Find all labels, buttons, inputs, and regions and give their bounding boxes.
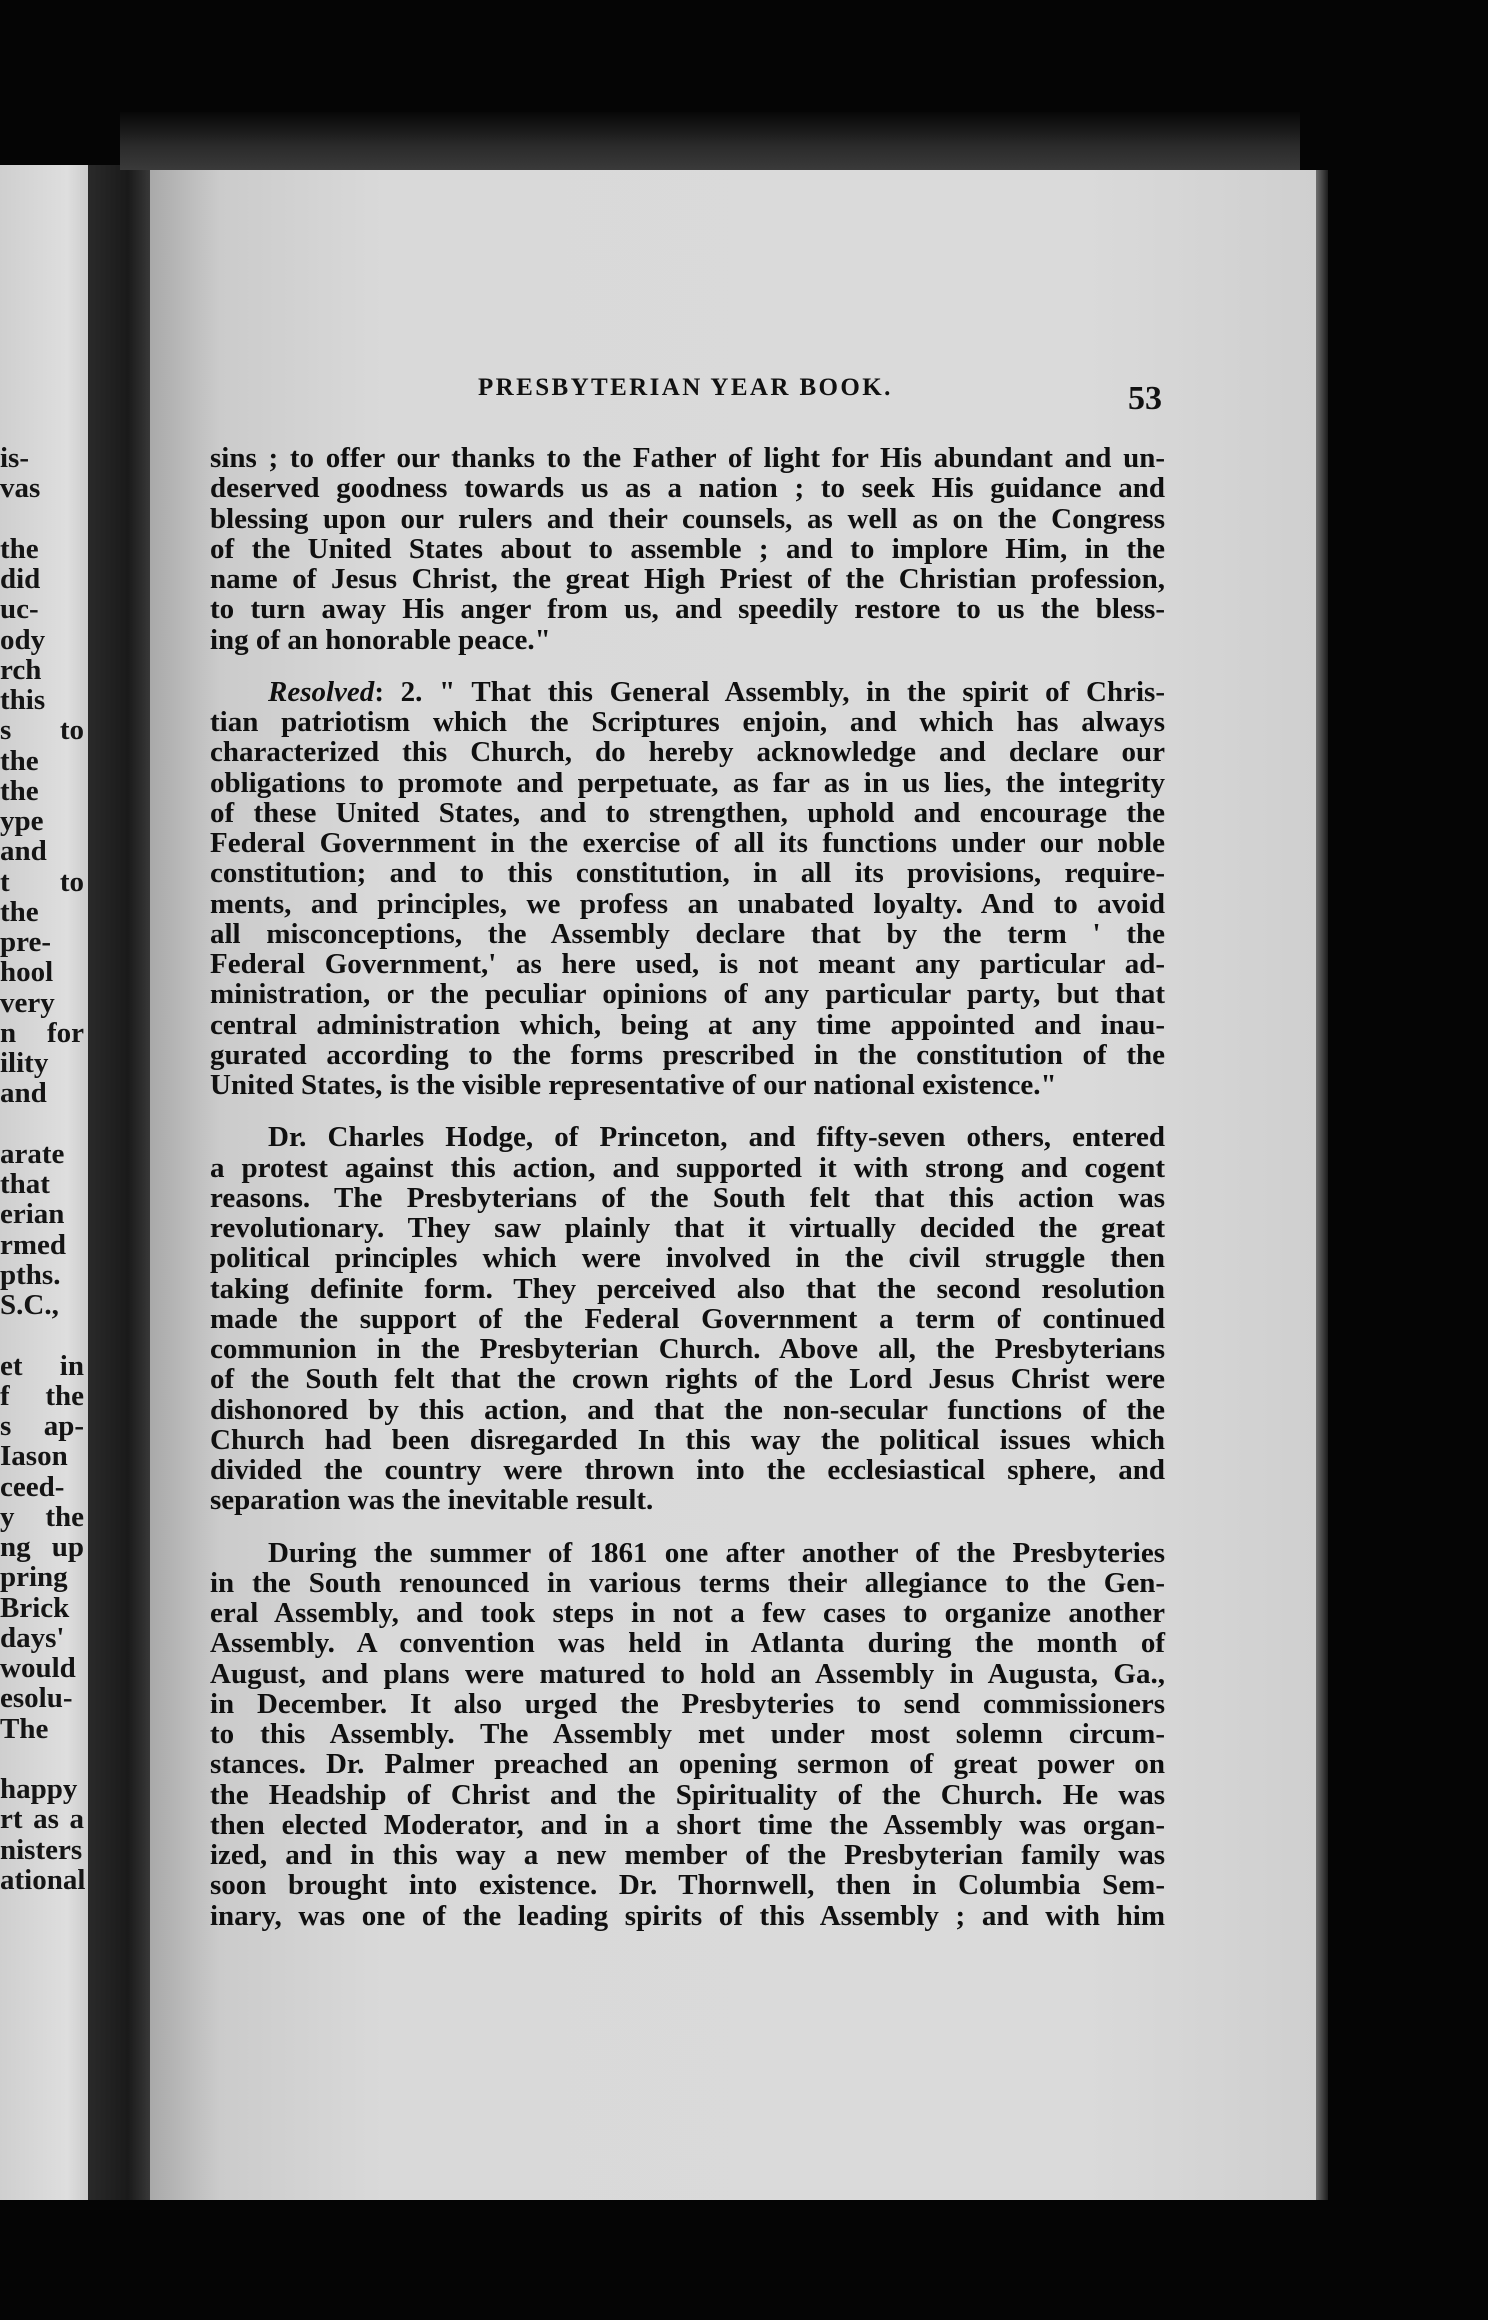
text-line: to this Assembly. The Assembly met under most solemn circum- bbox=[210, 1718, 1165, 1750]
fragment-line: and bbox=[0, 1077, 47, 1110]
fragment-line: uc- bbox=[0, 593, 39, 626]
text-line: dishonored by this action, and that the non-secular functions of the bbox=[210, 1393, 1165, 1426]
text-line: to turn away His anger from us, and speedily restore to us the bless- bbox=[210, 593, 1165, 626]
fragment-line: erian bbox=[0, 1198, 65, 1231]
fragment-line: is- bbox=[0, 442, 29, 474]
text-line: of the South felt that the crown rights of the Lord Jesus Christ were bbox=[210, 1363, 1165, 1396]
text-line: communion in the Presbyterian Church. Above all, the Presbyterians bbox=[210, 1333, 1165, 1365]
fragment-line: Brick bbox=[0, 1591, 70, 1624]
text-line: political principles which were involved in the civil struggle then bbox=[210, 1242, 1165, 1275]
fragment-line: esolu- bbox=[0, 1682, 73, 1715]
text-line: inary, was one of the leading spirits of this Assembly ; and with him bbox=[210, 1899, 1165, 1932]
text-line: blessing upon our rulers and their counsels, as well as on the Congress bbox=[210, 502, 1165, 535]
fragment-line: rch bbox=[0, 653, 42, 686]
text-line: name of Jesus Christ, the great High Priest of the Christian profession, bbox=[210, 563, 1165, 595]
text-line: deserved goodness towards us as a nation ; to seek His guidance and bbox=[210, 472, 1165, 505]
text-line: separation was the inevitable result. bbox=[210, 1484, 654, 1517]
text-line: the Headship of Christ and the Spirituality of the Church. He was bbox=[210, 1778, 1165, 1811]
fragment-line: the bbox=[0, 744, 39, 777]
text-line: central administration which, being at any time appointed and inau- bbox=[210, 1008, 1165, 1041]
text-line: then elected Moderator, and in a short time the Assembly was organ- bbox=[210, 1808, 1165, 1841]
fragment-line: s to bbox=[0, 714, 84, 747]
fragment-line: ility bbox=[0, 1047, 49, 1079]
text-line: ministration, or the peculiar opinions of any particular party, but that bbox=[210, 978, 1165, 1011]
text-line: a protest against this action, and supported it with strong and cogent bbox=[210, 1151, 1165, 1184]
previous-page-text bbox=[0, 443, 84, 1895]
page-right-edge bbox=[1316, 170, 1328, 2200]
text-line: Dr. Charles Hodge, of Princeton, and fifty-seven others, entered bbox=[268, 1121, 1165, 1154]
fragment-line: Iason bbox=[0, 1440, 68, 1473]
text-line: reasons. The Presbyterians of the South felt that this action was bbox=[210, 1181, 1165, 1214]
fragment-line: pre- bbox=[0, 926, 52, 958]
text-line: August, and plans were matured to hold an Assembly in Augusta, Ga., bbox=[210, 1657, 1165, 1690]
fragment-line: nisters bbox=[0, 1833, 83, 1866]
fragment-line bbox=[0, 1109, 84, 1139]
fragment-line: very bbox=[0, 986, 55, 1019]
text-line: of these United States, and to strengthen, uphold and encourage the bbox=[210, 796, 1165, 829]
text-line: United States, is the visible representative of our national existence." bbox=[210, 1069, 1057, 1101]
text-line: all misconceptions, the Assembly declare that by the term ' the bbox=[210, 917, 1165, 950]
fragment-line: ody bbox=[0, 623, 46, 656]
text-line: Federal Government,' as here used, is not meant any particular ad- bbox=[210, 948, 1165, 980]
page-number: 53 bbox=[1128, 380, 1162, 417]
fragment-line: t to bbox=[0, 865, 84, 898]
fragment-line: and bbox=[0, 835, 47, 868]
fragment-line: rmed bbox=[0, 1228, 67, 1261]
text-line: obligations to promote and perpetuate, as far as in us lies, the integrity bbox=[210, 766, 1165, 799]
fragment-line: n for bbox=[0, 1016, 84, 1049]
text-line: revolutionary. They saw plainly that it virtually decided the great bbox=[210, 1212, 1165, 1244]
fragment-line: happy bbox=[0, 1773, 78, 1805]
text-line: constitution; and to this constitution, in all its provisions, require- bbox=[210, 857, 1165, 890]
resolved-label: Resolved bbox=[268, 675, 375, 708]
fragment-line: did bbox=[0, 563, 41, 595]
text-line: of the United States about to assemble ; and to implore Him, in the bbox=[210, 532, 1165, 565]
text-line bbox=[210, 677, 1165, 707]
text-line: taking definite form. They perceived also that the second resolution bbox=[210, 1272, 1165, 1305]
fragment-line: arate bbox=[0, 1137, 65, 1170]
fragment-line: ceed- bbox=[0, 1470, 65, 1503]
text-line: stances. Dr. Palmer preached an opening sermon of great power on bbox=[210, 1748, 1165, 1781]
fragment-line: this bbox=[0, 684, 46, 716]
text-line: During the summer of 1861 one after another of the Presbyteries bbox=[268, 1536, 1165, 1569]
text-line: ments, and principles, we profess an unabated loyalty. And to avoid bbox=[210, 887, 1165, 920]
fragment-line: would bbox=[0, 1652, 76, 1684]
text-line: ing of an honorable peace." bbox=[210, 623, 551, 656]
text-line: in the South renounced in various terms their allegiance to the Gen- bbox=[210, 1566, 1165, 1599]
text-line: tian patriotism which the Scriptures enjoin, and which has always bbox=[210, 706, 1165, 738]
text-line: Federal Government in the exercise of all its functions under our noble bbox=[210, 827, 1165, 859]
text-line: made the support of the Federal Government a term of continued bbox=[210, 1302, 1165, 1335]
fragment-line: days' bbox=[0, 1621, 65, 1654]
fragment-line: et in bbox=[0, 1349, 84, 1382]
running-header: PRESBYTERIAN YEAR BOOK. bbox=[478, 374, 893, 401]
fragment-line bbox=[0, 504, 84, 534]
fragment-line: pths. bbox=[0, 1258, 61, 1291]
fragment-line: the bbox=[0, 774, 39, 807]
fragment-line: the bbox=[0, 532, 39, 565]
fragment-line: y the bbox=[0, 1500, 84, 1533]
fragment-line: that bbox=[0, 1168, 50, 1200]
fragment-line: pring bbox=[0, 1561, 68, 1594]
fragment-line: hool bbox=[0, 956, 54, 989]
fragment-line: ng up bbox=[0, 1531, 84, 1563]
text-line: gurated according to the forms prescribed in the constitution of the bbox=[210, 1038, 1165, 1071]
fragment-line: rt as a bbox=[0, 1803, 84, 1836]
text-line: ized, and in this way a new member of the Presbyterian family was bbox=[210, 1839, 1165, 1871]
text-line-rest: : 2. " That this General Assembly, in the spirit of Chris- bbox=[374, 675, 1165, 708]
text-line: divided the country were thrown into the ecclesiastical sphere, and bbox=[210, 1454, 1165, 1486]
text-line: sins ; to offer our thanks to the Father of light for His abundant and un- bbox=[210, 442, 1165, 474]
page-body-text bbox=[210, 443, 1165, 1931]
fragment-line: ational bbox=[0, 1863, 86, 1896]
fragment-line: the bbox=[0, 895, 39, 928]
text-line: Assembly. A convention was held in Atlanta during the month of bbox=[210, 1627, 1165, 1660]
fragment-line: f the bbox=[0, 1379, 84, 1412]
text-line: in December. It also urged the Presbyteries to send commissioners bbox=[210, 1687, 1165, 1720]
text-line: Church had been disregarded In this way the political issues which bbox=[210, 1423, 1165, 1456]
fragment-line: vas bbox=[0, 472, 41, 505]
fragment-line: S.C., bbox=[0, 1289, 59, 1321]
fragment-line bbox=[0, 1320, 84, 1350]
fragment-line: ype bbox=[0, 805, 44, 837]
fragment-line bbox=[0, 1744, 84, 1774]
text-line: soon brought into existence. Dr. Thornwell, then in Columbia Sem- bbox=[210, 1869, 1165, 1902]
text-line: characterized this Church, do hereby acknowledge and declare our bbox=[210, 736, 1165, 769]
book-top-edge bbox=[120, 112, 1300, 170]
fragment-line: The bbox=[0, 1712, 49, 1745]
fragment-line: s ap- bbox=[0, 1410, 84, 1442]
text-line: eral Assembly, and took steps in not a few cases to organize another bbox=[210, 1597, 1165, 1629]
